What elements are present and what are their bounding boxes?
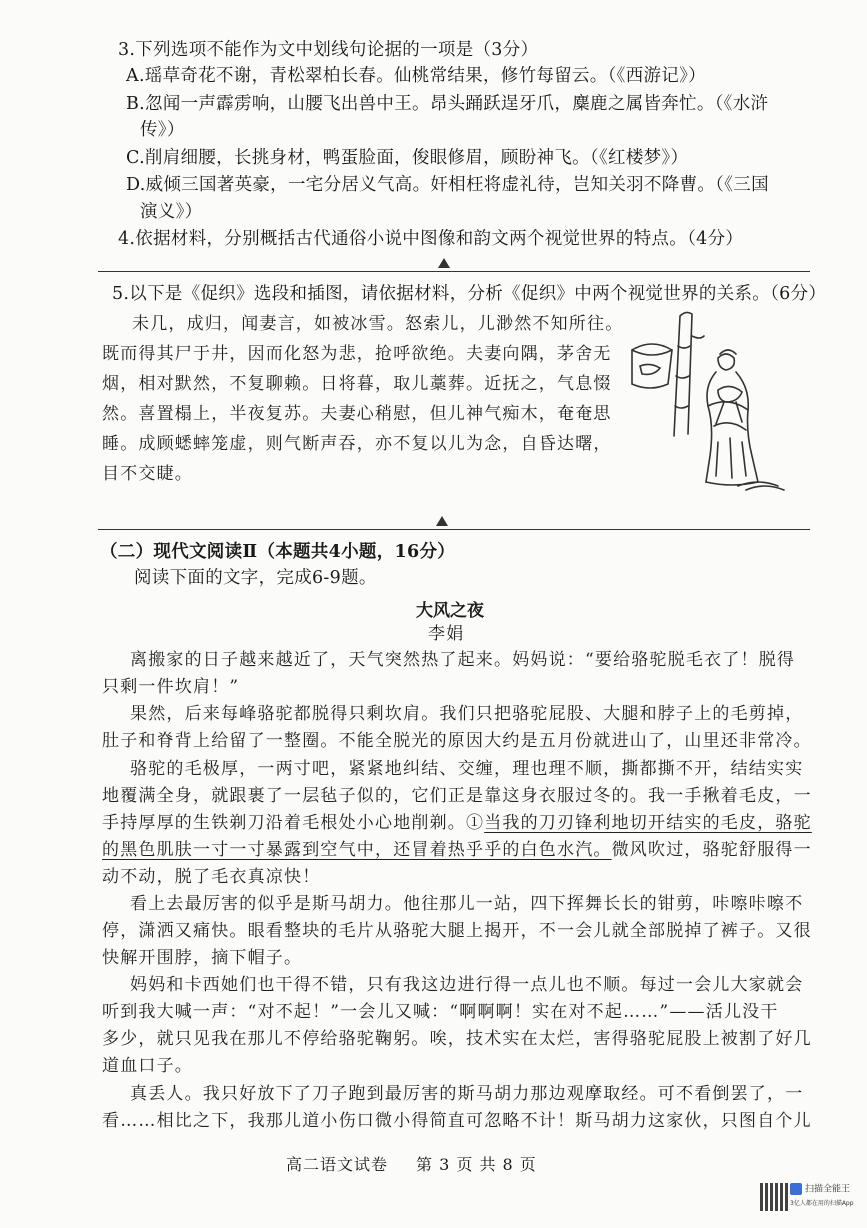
- scanner-slogan: 3亿人都在用的扫描App: [790, 1199, 854, 1207]
- scanner-app-name: 扫描全能王: [805, 1184, 851, 1195]
- article-line: 多少，就只见我在那儿不停给骆驼鞠躬。唉，技术实在太烂，害得骆驼屁股上被割了好几: [102, 1029, 812, 1049]
- article-line: 道血口子。: [102, 1056, 193, 1076]
- scanner-logo-icon: [790, 1183, 802, 1195]
- cricket-illustration: [618, 306, 788, 492]
- article-line: 动不动，脱了毛衣真凉快！: [102, 867, 321, 887]
- q4-stem: 4.依据材料，分别概括古代通俗小说中图像和韵文两个视觉世界的特点。（4分）: [118, 229, 744, 249]
- q5-stem: 5.以下是《促织》选段和插图，请依据材料，分析《促织》中两个视觉世界的关系。（6分）: [112, 284, 827, 304]
- q3-option-b-cont: 传》）: [140, 120, 185, 140]
- section-heading: （二）现代文阅读Ⅱ（本题共4小题，16分）: [100, 542, 456, 562]
- q3-option-a: A.瑶草奇花不谢，青松翠柏长春。仙桃常结果，修竹每留云。（《西游记》）: [126, 66, 706, 86]
- article-line: [102, 811, 812, 835]
- q5-excerpt-line: 烟，相对默然，不复聊赖。日将暮，取儿藁葬。近抚之，气息惙: [102, 374, 612, 394]
- article-line: 只剩一件坎肩！”: [102, 677, 240, 697]
- footer-page-number: 第 3 页 共 8 页: [416, 1155, 537, 1174]
- q3-option-d: D.威倾三国著英豪，一宅分居义气高。奸相枉将虚礼待，岂知关羽不降曹。（《三国: [126, 175, 769, 195]
- article-text: 手持厚厚的生铁剃刀沿着毛根处小心地削剃。: [102, 813, 466, 833]
- separator-triangle: [438, 258, 450, 268]
- underlined-sentence: 的黑色肌肤一寸一寸暴露到空气中，还冒着热乎乎的白色水汽。: [102, 840, 612, 860]
- underlined-sentence: 当我的刀刃锋利地切开结实的毛皮，骆驼: [484, 813, 812, 833]
- article-line: 肚子和脊背上给留了一整圈。不能全脱光的原因大约是五月份就进山了，山里还非常冷。: [102, 731, 812, 751]
- qr-code-icon: [760, 1183, 788, 1211]
- article-line: 骆驼的毛极厚，一两寸吧，紧紧地纠结、交缠，理也理不顺，撕都撕不开，结结实实: [130, 759, 804, 779]
- q5-excerpt-line: 未几，成归，闻妻言，如被冰雪。怒索儿，儿渺然不知所往。: [132, 314, 624, 334]
- q3-option-b: B.忽闻一声霹雳响，山腰飞出兽中王。昂头踊跃逞牙爪，麋鹿之属皆奔忙。（《水浒: [126, 94, 769, 114]
- sentence-marker: ①: [466, 813, 485, 833]
- q5-excerpt-line: 目不交睫。: [102, 464, 193, 484]
- article-line: 离搬家的日子越来越近了，天气突然热了起来。妈妈说：“要给骆驼脱毛衣了！脱得: [130, 650, 796, 670]
- article-line: 地覆满全身，就跟裹了一层毡子似的，它们正是靠这身衣服过冬的。我一手揪着毛皮，一: [102, 786, 812, 806]
- q3-stem: 3.下列选项不能作为文中划线句论据的一项是（3分）: [118, 40, 539, 60]
- scanner-watermark: [790, 1183, 860, 1211]
- article-author: 李娟: [428, 624, 465, 644]
- article-line: 看……相比之下，我那儿道小伤口微小得简直可忽略不计！斯马胡力这家伙，只图自个儿: [102, 1111, 812, 1131]
- q3-option-c: C.削肩细腰，长挑身材，鸭蛋脸面，俊眼修眉，顾盼神飞。（《红楼梦》）: [126, 148, 689, 168]
- article-line: 果然，后来每峰骆驼都脱得只剩坎肩。我们只把骆驼屁股、大腿和脖子上的毛剪掉，: [130, 704, 804, 724]
- article-line: 停，潇洒又痛快。眼看整块的毛片从骆驼大腿上揭开，不一会儿就全部脱掉了裤子。又很: [102, 921, 812, 941]
- separator-line: [98, 271, 810, 272]
- separator-triangle: [436, 516, 448, 526]
- article-line: [102, 838, 812, 862]
- article-text: 微风吹过，骆驼舒服得一: [611, 840, 812, 860]
- article-line: 快解开围脖，摘下帽子。: [102, 948, 303, 968]
- footer-exam-name: 高二语文试卷: [286, 1155, 389, 1174]
- q5-excerpt-line: 既而得其尸于井，因而化怒为悲，抢呼欲绝。夫妻向隅，茅舍无: [102, 344, 612, 364]
- article-line: 真丢人。我只好放下了刀子跑到最厉害的斯马胡力那边观摩取经。可不看倒罢了，一: [130, 1084, 804, 1104]
- article-title: 大风之夜: [416, 601, 484, 621]
- q5-excerpt-line: 睡。成顾蟋蟀笼虚，则气断声吞，亦不复以儿为念，自昏达曙，: [102, 434, 612, 454]
- section-instruction: 阅读下面的文字，完成6-9题。: [134, 568, 377, 588]
- article-line: 看上去最厉害的似乎是斯马胡力。他往那儿一站，四下挥舞长长的钳剪，咔嚓咔嚓不: [130, 894, 804, 914]
- article-line: 听到我大喊一声：“对不起！”一会儿又喊：“啊啊啊！实在对不起……”——活儿没干: [102, 1002, 779, 1022]
- separator-line: [98, 529, 810, 530]
- q3-option-d-cont: 演义》）: [140, 202, 203, 222]
- q5-excerpt-line: 然。喜置榻上，半夜复苏。夫妻心稍慰，但儿神气痴木，奄奄思: [102, 404, 612, 424]
- article-line: 妈妈和卡西她们也干得不错，只有我这边进行得一点儿也不顺。每过一会儿大家就会: [130, 975, 804, 995]
